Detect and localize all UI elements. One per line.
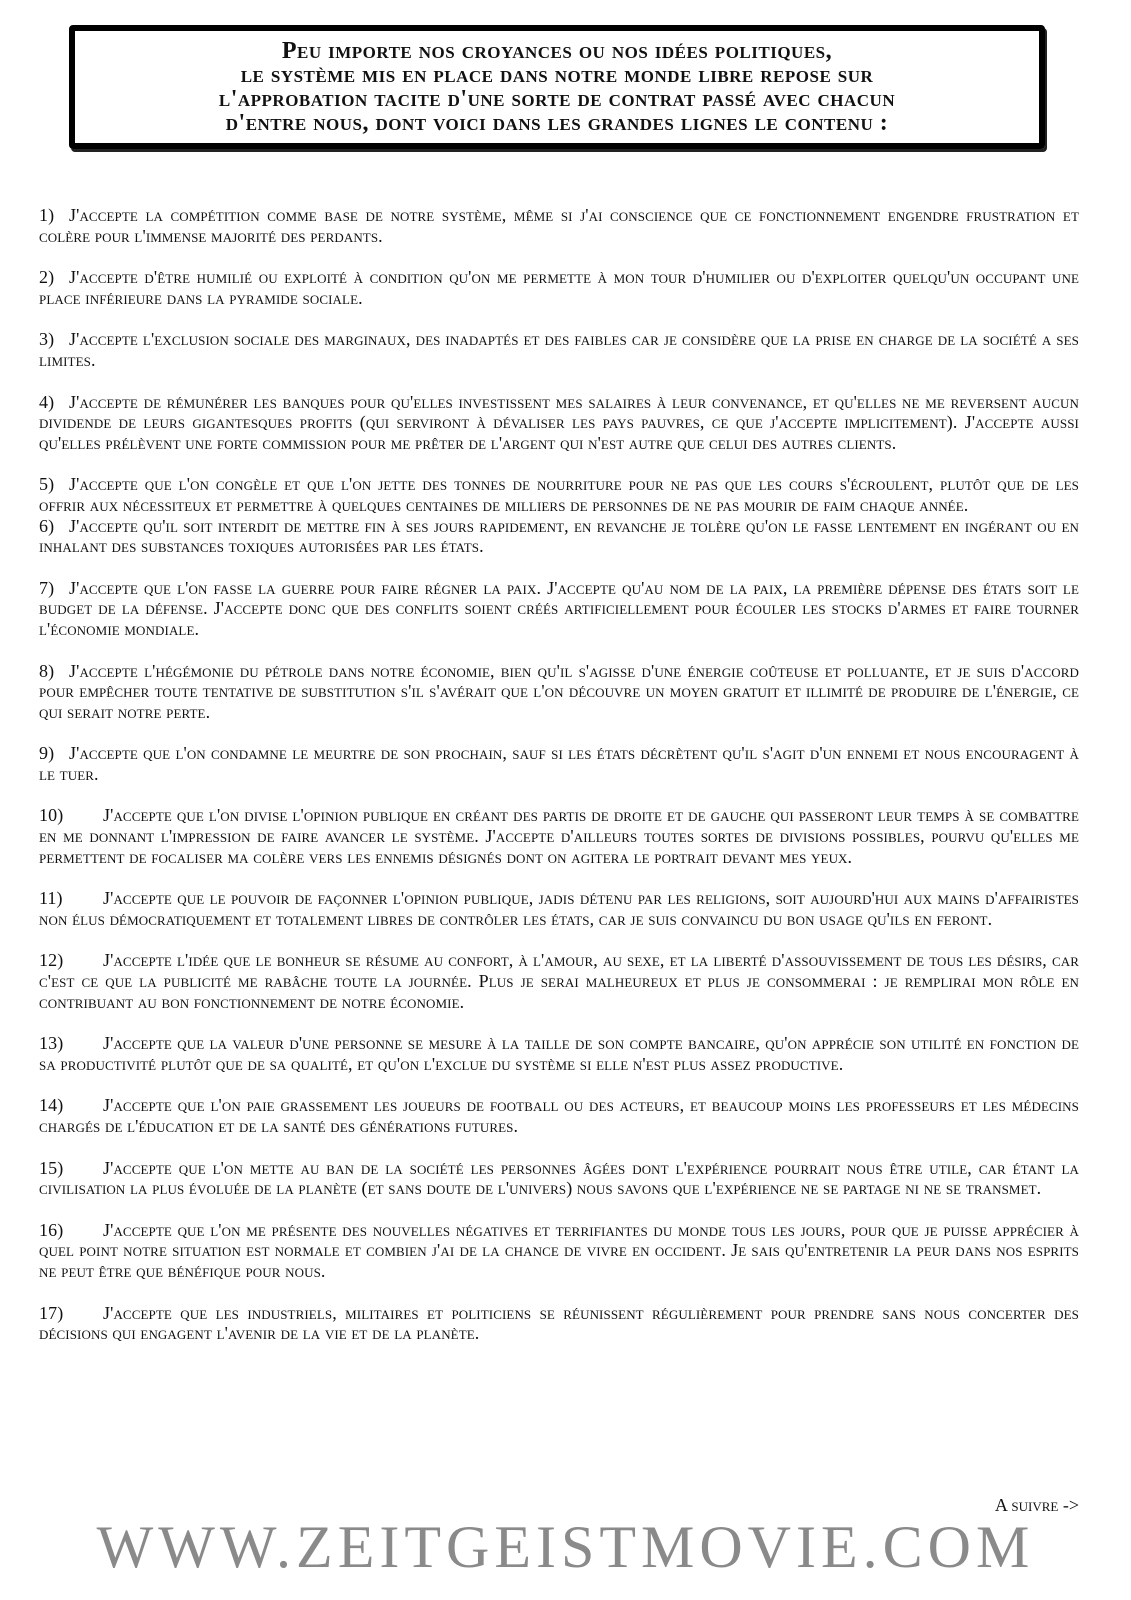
clause-number: 10) xyxy=(39,805,64,826)
clause-12 xyxy=(39,950,1079,1012)
header-line: Peu importe nos croyances ou nos idées politiques, xyxy=(281,38,833,64)
clause-text: J'accepte de rémunérer les banques pour qu'elles investissent mes salaires à leur convenance, et qu'elles ne me reversent aucun dividende de leurs gigantesques profits (qui serviront à dévaliser les pays pauvres, ce que j'accepte implicitement). J'accepte aussi qu'elles prélèvent une forte commission pour me prêter de l'argent qui n'est autre que celui des autres clients. xyxy=(39,391,1079,453)
clause-text: J'accepte l'hégémonie du pétrole dans notre économie, bien qu'il s'agisse d'une énergie coûteuse et polluante, et je suis d'accord pour empêcher toute tentative de substitution s'il s'avérait que l'on découvre un moyen gratuit et illimité de produire de l'énergie, ce qui serait notre perte. xyxy=(39,660,1079,722)
website-url: WWW.ZEITGEISTMOVIE.COM xyxy=(96,1514,1035,1580)
clause-text: J'accepte que l'on paie grassement les joueurs de football ou des acteurs, et beaucoup moins les professeurs et les médecins chargés de l'éducation et de la santé des générations futures. xyxy=(39,1095,1079,1136)
clause-number: 17) xyxy=(39,1302,64,1323)
header-line: l'approbation tacite d'une sorte de contrat passé avec chacun xyxy=(218,86,896,112)
clause-number: 8) xyxy=(39,660,55,681)
clause-4 xyxy=(39,392,1079,454)
clause-text: J'accepte que l'on mette au ban de la société les personnes âgées dont l'expérience pourrait nous être utile, car étant la civilisation la plus évoluée de la planète (et sans doute de l'univers) nous savons que l'expérience ne se partage ni ne se transmet. xyxy=(39,1157,1079,1199)
clause-number: 6) xyxy=(39,515,55,536)
clause-number: 7) xyxy=(39,577,55,598)
header-line: d'entre nous, dont voici dans les grandes lignes le contenu : xyxy=(225,110,889,136)
clause-number: 4) xyxy=(39,391,55,412)
clause-list xyxy=(39,205,1079,1365)
clause-7 xyxy=(39,578,1079,640)
clause-17 xyxy=(39,1303,1079,1344)
clause-6 xyxy=(39,516,1079,557)
continue-label: A suivre -> xyxy=(994,1495,1079,1515)
clause-11 xyxy=(39,888,1079,929)
clause-text: J'accepte que l'on divise l'opinion publique en créant des partis de droite et de gauche qui passeront leur temps à se combattre en me donnant l'impression de faire avancer le système. J'accepte d'ailleurs toutes sortes de divisions possibles, pourvu qu'elles me permettent de focaliser ma colère vers les ennemis désignés dont on agitera le portrait devant mes yeux. xyxy=(39,805,1079,867)
clause-number: 3) xyxy=(39,329,55,350)
clause-16 xyxy=(39,1220,1079,1282)
clause-number: 13) xyxy=(39,1033,64,1054)
clause-text: J'accepte que l'on condamne le meurtre de son prochain, sauf si les états décrètent qu'il s'agit d'un ennemi et nous encouragent à le tuer. xyxy=(39,743,1079,784)
header-box xyxy=(69,25,1045,149)
clause-text: J'accepte d'être humilié ou exploité à condition qu'on me permette à mon tour d'humilier ou d'exploiter quelqu'un occupant une place inférieure dans la pyramide sociale. xyxy=(39,267,1079,308)
clause-number: 2) xyxy=(39,267,55,288)
clause-text: J'accepte que l'on fasse la guerre pour faire régner la paix. J'accepte qu'au nom de la paix, la première dépense des états soit le budget de la défense. J'accepte donc que des conflits soient créés artificiellement pour écouler les stocks d'armes et faire tourner l'économie mondiale. xyxy=(39,577,1079,639)
clause-text: J'accepte que la valeur d'une personne se mesure à la taille de son compte bancaire, qu'on apprécie son utilité en fonction de sa productivité plutôt que de sa qualité, et qu'on l'exclue du système si elle n'est plus assez productive. xyxy=(39,1033,1079,1074)
clause-number: 16) xyxy=(39,1219,64,1240)
clause-text: J'accepte la compétition comme base de notre système, même si j'ai conscience que ce fonctionnement engendre frustration et colère pour l'immense majorité des perdants. xyxy=(39,205,1079,246)
clause-number: 9) xyxy=(39,743,55,764)
clause-number: 1) xyxy=(39,205,55,225)
clause-10 xyxy=(39,805,1079,867)
clause-text: J'accepte que l'on congèle et que l'on jette des tonnes de nourriture pour ne pas que les cours s'écroulent, plutôt que de les offrir aux nécessiteux et permettre à quelques centaines de milliers de personnes de ne pas mourir de faim chaque année. xyxy=(39,474,1079,515)
clause-number: 5) xyxy=(39,474,55,495)
clause-number: 15) xyxy=(39,1157,64,1178)
clause-text: J'accepte que l'on me présente des nouvelles négatives et terrifiantes du monde tous les jours, pour que je puisse apprécier à quel point notre situation est normale et combien j'ai de la chance de vivre en occident. Je sais qu'entretenir la peur dans nos esprits ne peut être que bénéfique pour nous. xyxy=(39,1219,1079,1281)
clause-text: J'accepte que les industriels, militaires et politiciens se réunissent régulièrement pour prendre sans nous concerter des décisions qui engagent l'avenir de la vie et de la planète. xyxy=(39,1302,1079,1344)
clause-15 xyxy=(39,1158,1079,1199)
clause-5 xyxy=(39,474,1079,515)
clause-2 xyxy=(39,267,1079,308)
clause-text: J'accepte qu'il soit interdit de mettre fin à ses jours rapidement, en revanche je tolère qu'on le fasse lentement en ingérant ou en inhalant des substances toxiques autorisées par les états. xyxy=(39,515,1079,557)
clause-1 xyxy=(39,205,1079,246)
clause-text: J'accepte l'idée que le bonheur se résume au confort, à l'amour, au sexe, et la liberté d'assouvissement de tous les désirs, car c'est ce que la publicité me rabâche toute la journée. Plus je serai malheureux et plus je consommerai : je remplirai mon rôle en contribuant au bon fonctionnement de notre économie. xyxy=(39,950,1079,1012)
clause-8 xyxy=(39,661,1079,723)
clause-number: 12) xyxy=(39,950,64,971)
clause-9 xyxy=(39,743,1079,784)
clause-3 xyxy=(39,329,1079,370)
clause-text: J'accepte l'exclusion sociale des marginaux, des inadaptés et des faibles car je considère que la prise en charge de la société a ses limites. xyxy=(39,329,1079,370)
clause-13 xyxy=(39,1033,1079,1074)
clause-number: 11) xyxy=(39,888,63,909)
header-line: le système mis en place dans notre monde libre repose sur xyxy=(240,62,874,88)
clause-number: 14) xyxy=(39,1095,64,1116)
clause-14 xyxy=(39,1095,1079,1136)
clause-text: J'accepte que le pouvoir de façonner l'opinion publique, jadis détenu par les religions, soit aujourd'hui aux mains d'affairistes non élus démocratiquement et totalement libres de contrôler les états, car je suis convaincu du bon usage qu'ils en feront. xyxy=(39,888,1079,929)
